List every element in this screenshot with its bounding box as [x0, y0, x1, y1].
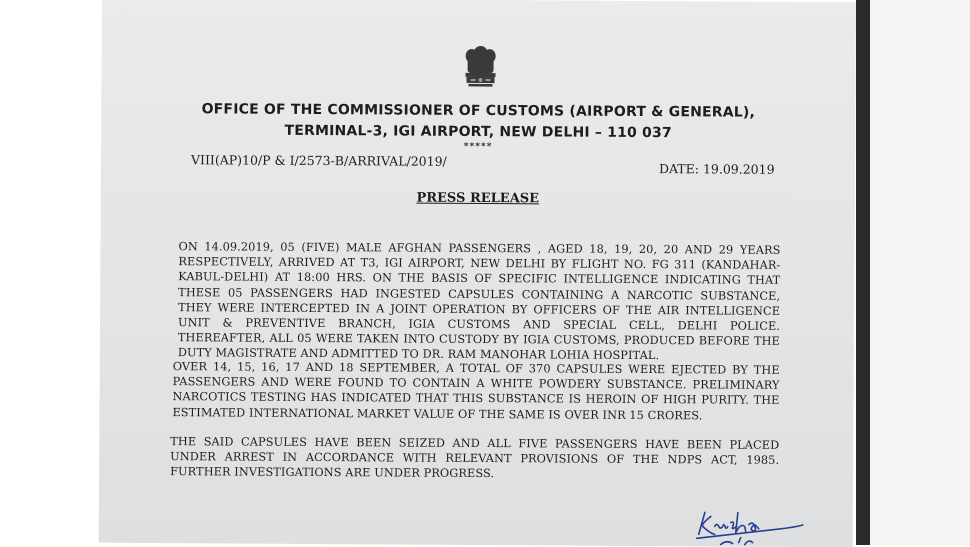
- press-release-document: [99, 0, 856, 547]
- office-title-line-2: TERMINAL-3, IGI AIRPORT, NEW DELHI – 110 037: [284, 122, 672, 142]
- press-release-heading: PRESS RELEASE: [416, 190, 540, 207]
- national-emblem-icon: [458, 44, 502, 92]
- paragraph-2: OVER 14, 15, 16, 17 AND 18 SEPTEMBER, A TOTAL OF 370 CAPSULES WERE EJECTED BY THE PASSENGERS AND WERE FOUND TO CONTAIN A WHITE POWDERY SUBSTANCE. PRELIMINARY NARCOTICS TESTING HAS INDICATED THAT THIS SUBSTANCE IS HEROIN OF HIGH PURITY. THE ESTIMATED INTERNATIONAL MARKET VALUE OF THE SAME IS OVER INR 15 CRORES.: [172, 360, 780, 422]
- dark-edge: [856, 0, 870, 545]
- office-title-line-1: OFFICE OF THE COMMISSIONER OF CUSTOMS (AIRPORT & GENERAL),: [201, 101, 756, 121]
- handwritten-signature: [691, 504, 811, 547]
- background-left: [0, 0, 102, 545]
- reference-number: VIII(AP)10/P & I/2573-B/ARRIVAL/2019/: [190, 152, 447, 169]
- paragraph-1: ON 14.09.2019, 05 (FIVE) MALE AFGHAN PASSENGERS , AGED 18, 19, 20, 20 AND 29 YEARS RESPECTIVELY, ARRIVED AT T3, IGI AIRPORT, NEW DELHI BY FLIGHT NO. FG 311 (KANDAHAR-KABUL-DELHI) AT 18:00 HRS. ON THE BASIS OF SPECIFIC INTELLIGENCE INDICATING THAT THESE 05 PASSENGERS HAD INGESTED CAPSULES CONTAINING A NARCOTIC SUBSTANCE, THEY WERE INTERCEPTED IN A JOINT OPERATION BY OFFICERS OF THE AIR INTELLIGENCE UNIT & PREVENTIVE BRANCH, IGIA CUSTOMS AND SPECIAL CELL, DELHI POLICE. THEREAFTER, ALL 05 WERE TAKEN INTO CUSTODY BY IGIA CUSTOMS, PRODUCED BEFORE THE DUTY MAGISTRATE AND ADMITTED TO DR. RAM MANOHAR LOHIA HOSPITAL.: [177, 240, 781, 363]
- background-right: [856, 0, 970, 545]
- paragraph-3: THE SAID CAPSULES HAVE BEEN SEIZED AND ALL FIVE PASSENGERS HAVE BEEN PLACED UNDER ARREST IN ACCORDANCE WITH RELEVANT PROVISIONS OF THE NDPS ACT, 1985. FURTHER INVESTIGATIONS ARE UNDER PROGRESS.: [170, 435, 780, 481]
- separator-stars: *****: [463, 141, 493, 153]
- document-date: DATE: 19.09.2019: [658, 161, 775, 177]
